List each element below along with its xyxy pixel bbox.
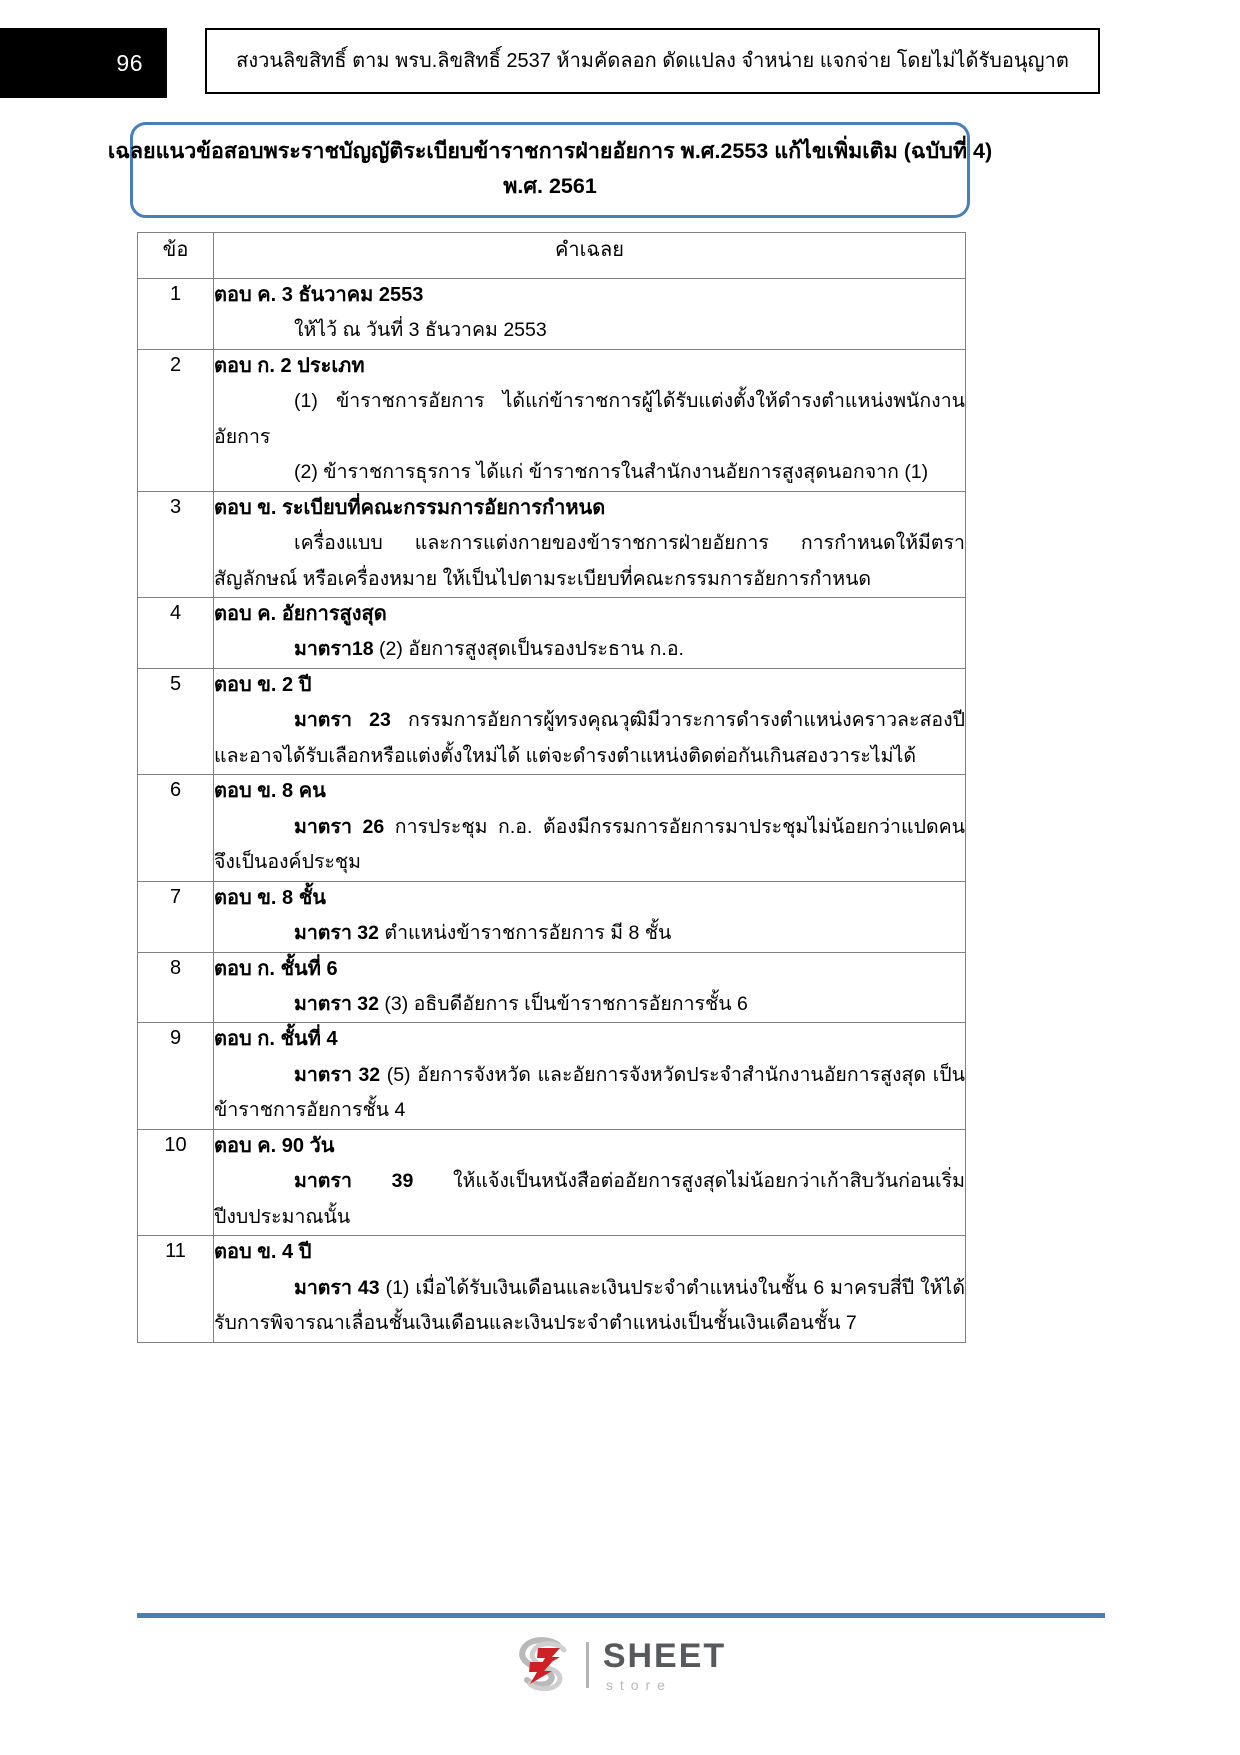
logo-secondary-text: store (605, 1676, 672, 1693)
law-section-reference: มาตรา 32 (294, 922, 379, 945)
answer-paragraph (214, 313, 965, 348)
answer-paragraph-text: (5) อัยการจังหวัด และอัยการจังหวัดประจำสำนักงานอัยการสูงสุด เป็นข้าราชการอัยการชั้น 4 (214, 1063, 966, 1122)
row-number-cell: 1 (138, 279, 214, 350)
answer-paragraph (214, 810, 965, 881)
column-header-answer: คำเฉลย (214, 233, 966, 279)
answer-cell (214, 279, 966, 350)
law-section-reference: มาตรา 23 (294, 709, 391, 732)
answer-cell (214, 598, 966, 669)
answer-heading: ตอบ ก. ชั้นที่ 6 (214, 957, 338, 980)
law-section-reference: มาตรา18 (294, 638, 374, 661)
answer-paragraph-text: (2) ข้าราชการธุรการ ได้แก่ ข้าราชการในสำนักงานอัยการสูงสุดนอกจาก (1) (294, 461, 929, 484)
table-header-row (138, 233, 966, 279)
answer-heading: ตอบ ข. ระเบียบที่คณะกรรมการอัยการกำหนด (214, 496, 606, 519)
law-section-reference: มาตรา 43 (294, 1276, 380, 1299)
logo-primary-text: SHEET (602, 1636, 727, 1675)
row-number-cell: 3 (138, 491, 214, 597)
row-number-cell: 4 (138, 598, 214, 669)
law-section-reference: มาตรา 26 (294, 815, 385, 838)
table-header (138, 233, 966, 279)
row-number-cell: 5 (138, 668, 214, 774)
answer-paragraph-text: ให้ไว้ ณ วันที่ 3 ธันวาคม 2553 (294, 319, 547, 342)
answer-cell (214, 1023, 966, 1129)
answer-paragraph (214, 632, 965, 667)
answer-heading: ตอบ ข. 4 ปี (214, 1241, 312, 1264)
answer-cell (214, 1129, 966, 1235)
footer-logo (0, 1636, 1240, 1694)
table-row (138, 1023, 966, 1129)
table-row (138, 349, 966, 491)
sheet-store-logo-icon (514, 1636, 576, 1694)
table-row (138, 775, 966, 881)
page-title-line-2: พ.ศ. 2561 (503, 174, 597, 198)
page-header (0, 28, 1240, 98)
law-section-reference: มาตรา 32 (294, 992, 379, 1015)
answer-paragraph (214, 1058, 965, 1129)
table-row (138, 491, 966, 597)
row-number-cell: 2 (138, 349, 214, 491)
answer-heading: ตอบ ค. 90 วัน (214, 1134, 335, 1157)
law-section-reference: มาตรา 39 (294, 1170, 414, 1193)
row-number-cell: 10 (138, 1129, 214, 1235)
answer-heading: ตอบ ก. ชั้นที่ 4 (214, 1028, 338, 1051)
table-row (138, 1129, 966, 1235)
row-number-cell: 11 (138, 1236, 214, 1342)
logo-divider (586, 1642, 589, 1688)
document-title-box (107, 122, 993, 218)
answer-paragraph (214, 1271, 965, 1342)
table-row (138, 598, 966, 669)
answer-paragraph-text: การประชุม ก.อ. ต้องมีกรรมการอัยการมาประชุมไม่น้อยกว่าแปดคนจึงเป็นองค์ประชุม (214, 815, 965, 874)
answer-paragraph (214, 987, 965, 1022)
answer-paragraph (214, 1164, 965, 1235)
row-number-cell: 9 (138, 1023, 214, 1129)
answer-paragraph (214, 916, 965, 951)
logo-wordmark (602, 1636, 727, 1693)
answer-paragraph-text: ให้แจ้งเป็นหนังสือต่ออัยการสูงสุดไม่น้อยกว่าเก้าสิบวันก่อนเริ่มปีงบประมาณนั้น (214, 1170, 966, 1228)
answer-paragraph (214, 455, 965, 490)
answer-cell (214, 775, 966, 881)
law-section-reference: มาตรา 32 (294, 1063, 381, 1086)
answer-cell (214, 349, 966, 491)
answer-paragraph (214, 384, 965, 455)
answer-cell (214, 952, 966, 1023)
answer-heading: ตอบ ข. 2 ปี (214, 673, 312, 696)
answer-cell (214, 881, 966, 952)
column-header-number: ข้อ (138, 233, 214, 279)
copyright-notice-box (205, 28, 1100, 94)
table-row (138, 881, 966, 952)
answer-cell (214, 491, 966, 597)
answer-paragraph-text: ตำแหน่งข้าราชการอัยการ มี 8 ชั้น (379, 922, 672, 945)
answer-heading: ตอบ ข. 8 ชั้น (214, 886, 326, 909)
table-row (138, 1236, 966, 1342)
answer-paragraph-text: (3) อธิบดีอัยการ เป็นข้าราชการอัยการชั้น 6 (379, 992, 748, 1015)
answer-paragraph-text: เครื่องแบบ และการแต่งกายของข้าราชการฝ่ายอัยการ การกำหนดให้มีตราสัญลักษณ์ หรือเครื่องหมาย ให้เป็นไปตามระเบียบที่คณะกรรมการอัยการกำหนด (214, 532, 965, 590)
answer-paragraph-text: กรรมการอัยการผู้ทรงคุณวุฒิมีวาระการดำรงตำแหน่งคราวละสองปีและอาจได้รับเลือกหรือแต่งตั้งใหม่ได้ แต่จะดำรงตำแหน่งติดต่อกันเกินสองวาระไม่ได้ (214, 709, 965, 767)
page-number-badge (0, 28, 167, 98)
answer-key-table-wrapper (137, 232, 965, 1343)
page-title-line-1: เฉลยแนวข้อสอบพระราชบัญญัติระเบียบข้าราชการฝ่ายอัยการ พ.ศ.2553 แก้ไขเพิ่มเติม (ฉบับที่ 4) (107, 138, 993, 163)
answer-heading: ตอบ ก. 2 ประเภท (214, 354, 365, 377)
row-number-cell: 8 (138, 952, 214, 1023)
table-row (138, 279, 966, 350)
answer-key-table (137, 232, 966, 1343)
answer-paragraph-text: (1) ข้าราชการอัยการ ได้แก่ข้าราชการผู้ได้รับแต่งตั้งให้ดำรงตำแหน่งพนักงานอัยการ (214, 390, 965, 448)
row-number-cell: 7 (138, 881, 214, 952)
footer-divider-rule (137, 1613, 1105, 1618)
answer-heading: ตอบ ค. อัยการสูงสุด (214, 603, 387, 626)
answer-cell (214, 668, 966, 774)
answer-paragraph-text: (1) เมื่อได้รับเงินเดือนและเงินประจำตำแหน่งในชั้น 6 มาครบสี่ปี ให้ได้รับการพิจารณาเลื่อนชั้นเงินเดือนและเงินประจำตำแหน่งเป็นชั้นเงินเดือนชั้น 7 (214, 1276, 965, 1335)
copyright-notice-text: สงวนลิขสิทธิ์ ตาม พรบ.ลิขสิทธิ์ 2537 ห้ามคัดลอก ดัดแปลง จำหน่าย แจกจ่าย โดยไม่ได้รับอนุญาต (236, 50, 1069, 72)
answer-cell (214, 1236, 966, 1342)
table-row (138, 952, 966, 1023)
answer-paragraph (214, 526, 965, 597)
answer-paragraph-text: (2) อัยการสูงสุดเป็นรองประธาน ก.อ. (373, 638, 684, 661)
page-number: 96 (116, 49, 143, 76)
answer-paragraph (214, 703, 965, 774)
table-body (138, 279, 966, 1343)
table-row (138, 668, 966, 774)
row-number-cell: 6 (138, 775, 214, 881)
answer-heading: ตอบ ค. 3 ธันวาคม 2553 (214, 284, 424, 306)
answer-heading: ตอบ ข. 8 คน (214, 780, 326, 803)
